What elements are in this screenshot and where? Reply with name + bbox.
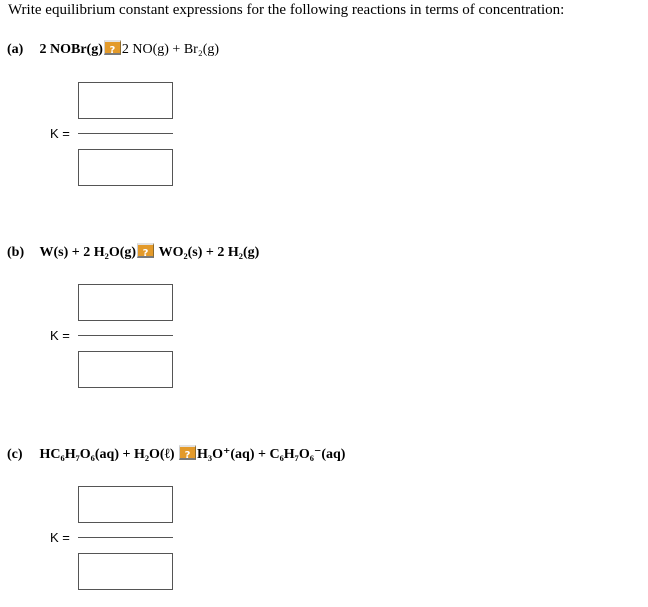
help-arrow-icon[interactable]: ? bbox=[104, 40, 121, 55]
reaction-c bbox=[7, 445, 345, 465]
k-label-a: K = bbox=[50, 126, 70, 141]
fraction-bar-c bbox=[78, 537, 173, 538]
numerator-input-b[interactable] bbox=[78, 284, 173, 321]
help-arrow-icon[interactable]: ? bbox=[179, 445, 196, 460]
products-b: WO₂(s) + 2 H₂(g) bbox=[158, 245, 260, 260]
instruction-text: Write equilibrium constant expressions for the following reactions in terms of concentration: bbox=[8, 2, 565, 18]
fraction-bar-b bbox=[78, 335, 173, 336]
denominator-input-b[interactable] bbox=[78, 351, 173, 388]
part-label-c: (c) bbox=[7, 447, 23, 462]
reactants-a: 2 NOBr(g) bbox=[39, 42, 103, 57]
denominator-input-a[interactable] bbox=[78, 149, 173, 186]
products-c: H₃O⁺(aq) + C₆H₇O₆⁻(aq) bbox=[197, 447, 346, 462]
reactants-b: W(s) + 2 H₂O(g) bbox=[39, 245, 137, 260]
reaction-a bbox=[7, 40, 219, 60]
numerator-input-c[interactable] bbox=[78, 486, 173, 523]
reaction-b bbox=[7, 243, 259, 263]
k-label-c: K = bbox=[50, 530, 70, 545]
k-label-b: K = bbox=[50, 328, 70, 343]
help-arrow-icon[interactable]: ? bbox=[137, 243, 154, 258]
numerator-input-a[interactable] bbox=[78, 82, 173, 119]
reactants-c: HC₆H₇O₆(aq) + H₂O(ℓ) bbox=[39, 447, 175, 462]
products-a: 2 NO(g) + Br₂(g) bbox=[121, 42, 220, 57]
denominator-input-c[interactable] bbox=[78, 553, 173, 590]
part-label-a: (a) bbox=[7, 42, 24, 57]
part-label-b: (b) bbox=[7, 245, 25, 260]
fraction-bar-a bbox=[78, 133, 173, 134]
